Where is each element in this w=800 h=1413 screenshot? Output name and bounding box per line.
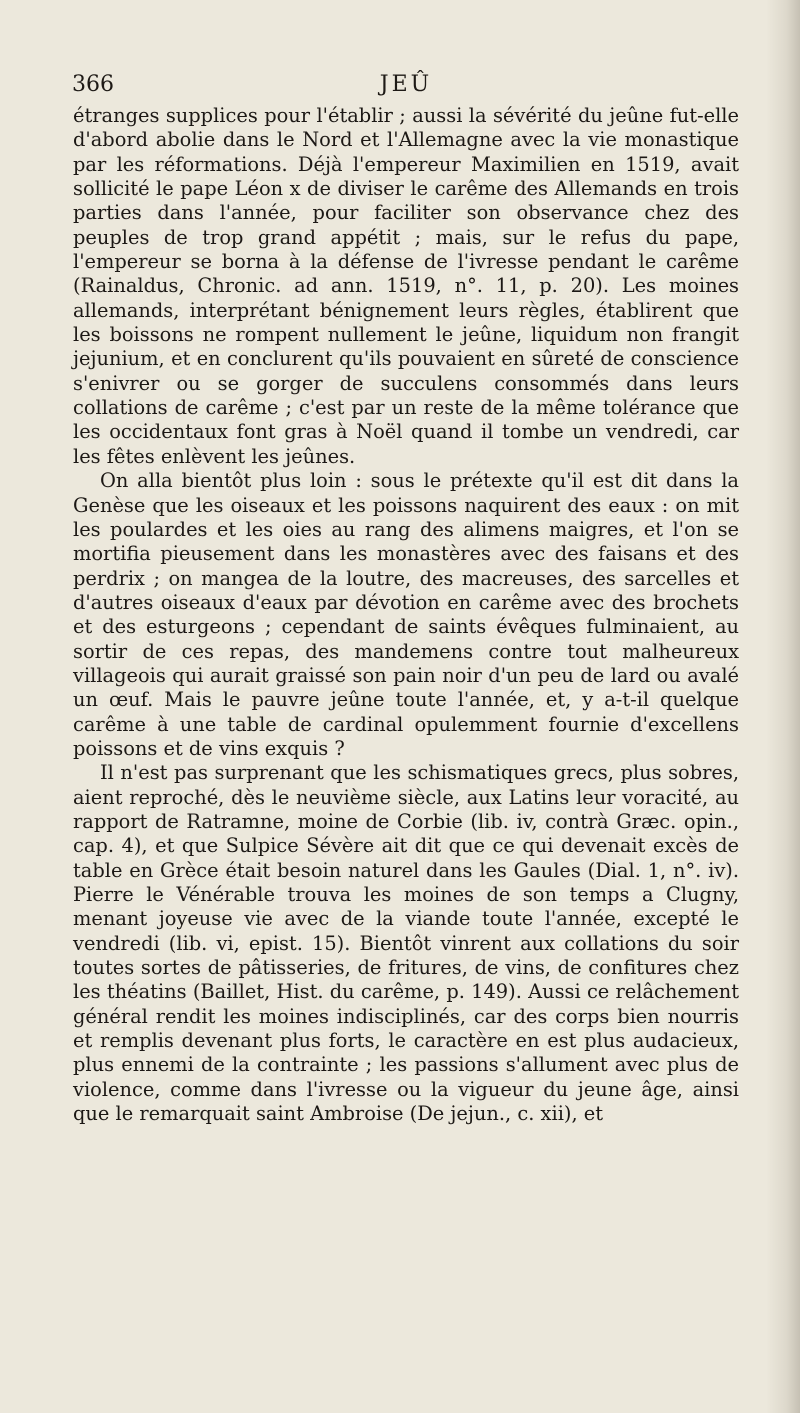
body-text <box>73 104 739 1126</box>
page-number: 366 <box>72 72 114 97</box>
paragraph: Il n'est pas surprenant que les schismatiques grecs, plus sobres, aient reproché, dès le neuvième siècle, aux Latins leur voracité, au rapport de Ratramne, moine de Corbie (lib. iv, contrà Græc. opin., cap. 4), et que Sulpice Sévère ait dit que ce qui devenait excès de table en Grèce était besoin naturel dans les Gaules (Dial. 1, n°. iv). Pierre le Vénérable trouva les moines de son temps a Clugny, menant joyeuse vie avec de la viande toute l'année, excepté le vendredi (lib. vi, epist. 15). Bientôt vinrent aux collations du soir toutes sortes de pâtisseries, de fritures, de vins, de confitures chez les théatins (Baillet, Hist. du carême, p. 149). Aussi ce relâchement général rendit les moines indisciplinés, car des corps bien nourris et remplis devenant plus forts, le caractère en est plus audacieux, plus ennemi de la contrainte ; les passions s'allument avec plus de violence, comme dans l'ivresse ou la vigueur du jeune âge, ainsi que le remarquait saint Ambroise (De jejun., c. xii), et <box>73 761 739 1126</box>
paragraph: étranges supplices pour l'établir ; aussi la sévérité du jeûne fut-elle d'abord abolie dans le Nord et l'Allemagne avec la vie monastique par les réformations. Déjà l'empereur Maximilien en 1519, avait sollicité le pape Léon x de diviser le carême des Allemands en trois parties dans l'année, pour faciliter son observance chez des peuples de trop grand appétit ; mais, sur le refus du pape, l'empereur se borna à la défense de l'ivresse pendant le carême (Rainaldus, Chronic. ad ann. 1519, n°. 11, p. 20). Les moines allemands, interprétant bénignement leurs règles, établirent que les boissons ne rompent nullement le jeûne, liquidum non frangit jejunium, et en conclurent qu'ils pouvaient en sûreté de conscience s'enivrer ou se gorger de succulens consommés dans leurs collations de carême ; c'est par un reste de la même tolérance que les occidentaux font gras à Noël quand il tombe un vendredi, car les fêtes enlèvent les jeûnes. <box>73 104 739 468</box>
paragraph: On alla bientôt plus loin : sous le prétexte qu'il est dit dans la Genèse que les oiseaux et les poissons naquirent des eaux : on mit les poulardes et les oies au rang des alimens maigres, et l'on se mortifia pieusement dans les monastères avec des faisans et des perdrix ; on mangea de la loutre, des macreuses, des sarcelles et d'autres oiseaux d'eaux par dévotion en carême avec des brochets et des esturgeons ; cependant de saints évêques fulminaient, au sortir de ces repas, des mandemens contre tout malheureux villageois qui aurait graissé son pain noir d'un peu de lard ou avalé un œuf. Mais le pauvre jeûne toute l'année, et, y a-t-il quelque carême à une table de cardinal opulemment fournie d'excellens poissons et de vins exquis ? <box>73 469 739 760</box>
running-head: JEÛ <box>379 72 433 97</box>
page-header <box>72 72 740 106</box>
page-edge-shadow <box>766 0 800 1413</box>
